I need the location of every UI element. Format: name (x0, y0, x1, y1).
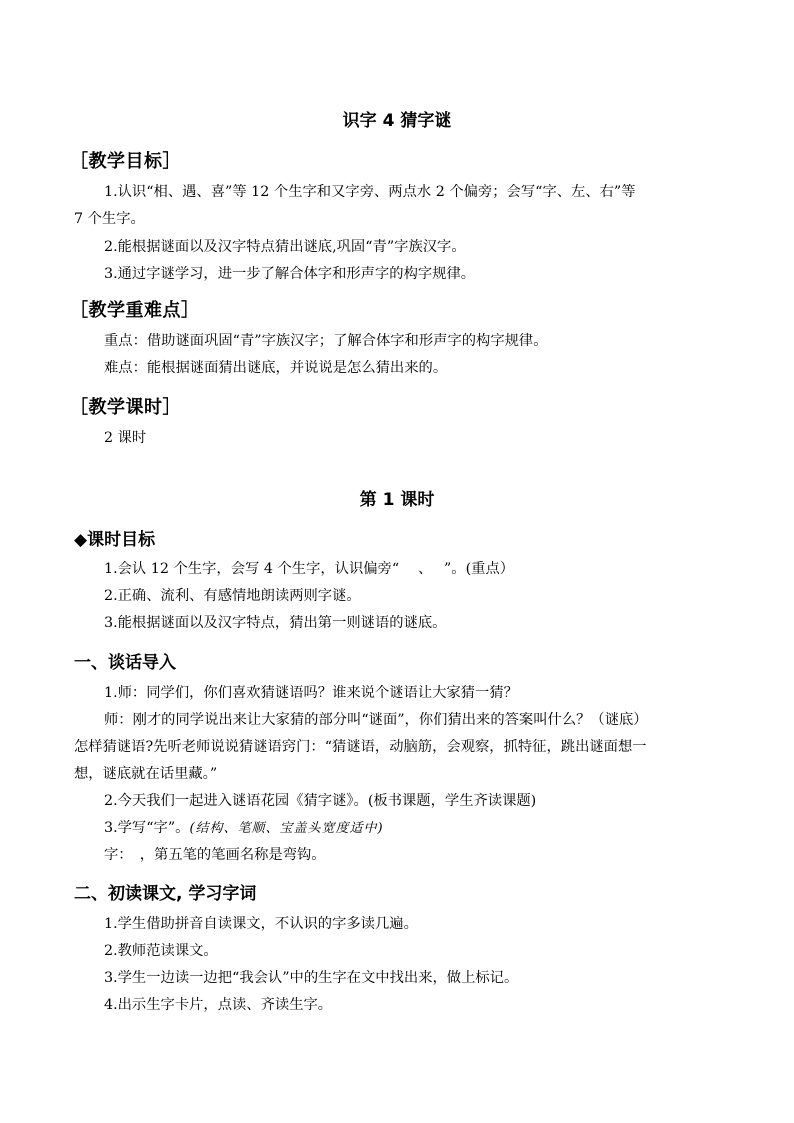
section-hours-heading: ［教学课时］ (70, 397, 181, 418)
goal-line-2: 2.能根据谜面以及汉字特点猜出谜底,巩固“青”字族汉字。 (104, 239, 466, 255)
hours-value: 2 课时 (104, 430, 147, 446)
key-point-line: 重点：借助谜面巩固“青”字族汉字；了解合体字和形声字的构字规律。 (104, 333, 548, 349)
goal-line-3: 3.通过字谜学习，进一步了解合体字和形声字的构字规律。 (104, 266, 476, 282)
lesson1-title: 第 1 课时 (359, 490, 435, 510)
goal-line-1: 1.认识“相、遇、喜”等 12 个生字和又字旁、两点水 2 个偏旁；会写“字、左、右”等 (104, 184, 636, 200)
doc-title: 识字 4 猜字谜 (342, 111, 452, 131)
lesson1-goal-1: 1.会认 12 个生字，会写 4 个生字，认识偏旁“ 、 ”。(重点） (104, 561, 515, 577)
part1-heading: 一、谈话导入 (74, 653, 176, 673)
part1-line-1: 1.师：同学们，你们喜欢猜谜语吗？谁来说个谜语让大家猜一猜？ (104, 685, 518, 701)
section-key-points-heading: ［教学重难点］ (70, 300, 200, 321)
section-goals-heading: ［教学目标］ (70, 151, 181, 172)
part1-line-4: 想，谜底就在话里藏。” (74, 766, 218, 782)
lesson1-goals-heading: ◆课时目标 (74, 530, 156, 550)
part2-line-4: 4.出示生字卡片，点读、齐读生字。 (104, 997, 333, 1013)
difficult-point-line: 难点：能根据谜面猜出谜底，并说说是怎么猜出来的。 (104, 360, 448, 376)
write-zi-label: 3.学写“字”。 (104, 820, 190, 836)
part2-line-2: 2.教师范读课文。 (104, 943, 218, 959)
part1-line-7: 字： ，第五笔的笔画名称是弯钩。 (104, 847, 326, 863)
part2-line-3: 3.学生一边读一边把“我会认”中的生字在文中找出来，做上标记。 (104, 970, 519, 986)
lesson1-goal-3: 3.能根据谜面以及汉字特点，猜出第一则谜语的谜底。 (104, 615, 447, 631)
part1-line-2: 师：刚才的同学说出来让大家猜的部分叫“谜面”，你们猜出来的答案叫什么？（谜底） (104, 712, 648, 728)
write-zi-handwritten-note: (结构、笔顺、宝盖头宽度适中) (189, 821, 384, 836)
part2-line-1: 1.学生借助拼音自读课文，不认识的字多读几遍。 (104, 916, 418, 932)
part2-heading: 二、初读课文, 学习字词 (74, 884, 257, 904)
lesson1-goal-2: 2.正确、流利、有感情地朗读两则字谜。 (104, 588, 361, 604)
part1-line-5: 2.今天我们一起进入谜语花园《猜字谜》。(板书课题，学生齐读课题) (104, 793, 537, 809)
part1-line-6 (104, 818, 384, 839)
goal-line-1-cont: 7 个生字。 (74, 211, 145, 227)
part1-line-3: 怎样猜谜语?先听老师说说猜谜语窍门：“猜谜语，动脑筋，会观察，抓特征，跳出谜面想一 (74, 739, 647, 755)
